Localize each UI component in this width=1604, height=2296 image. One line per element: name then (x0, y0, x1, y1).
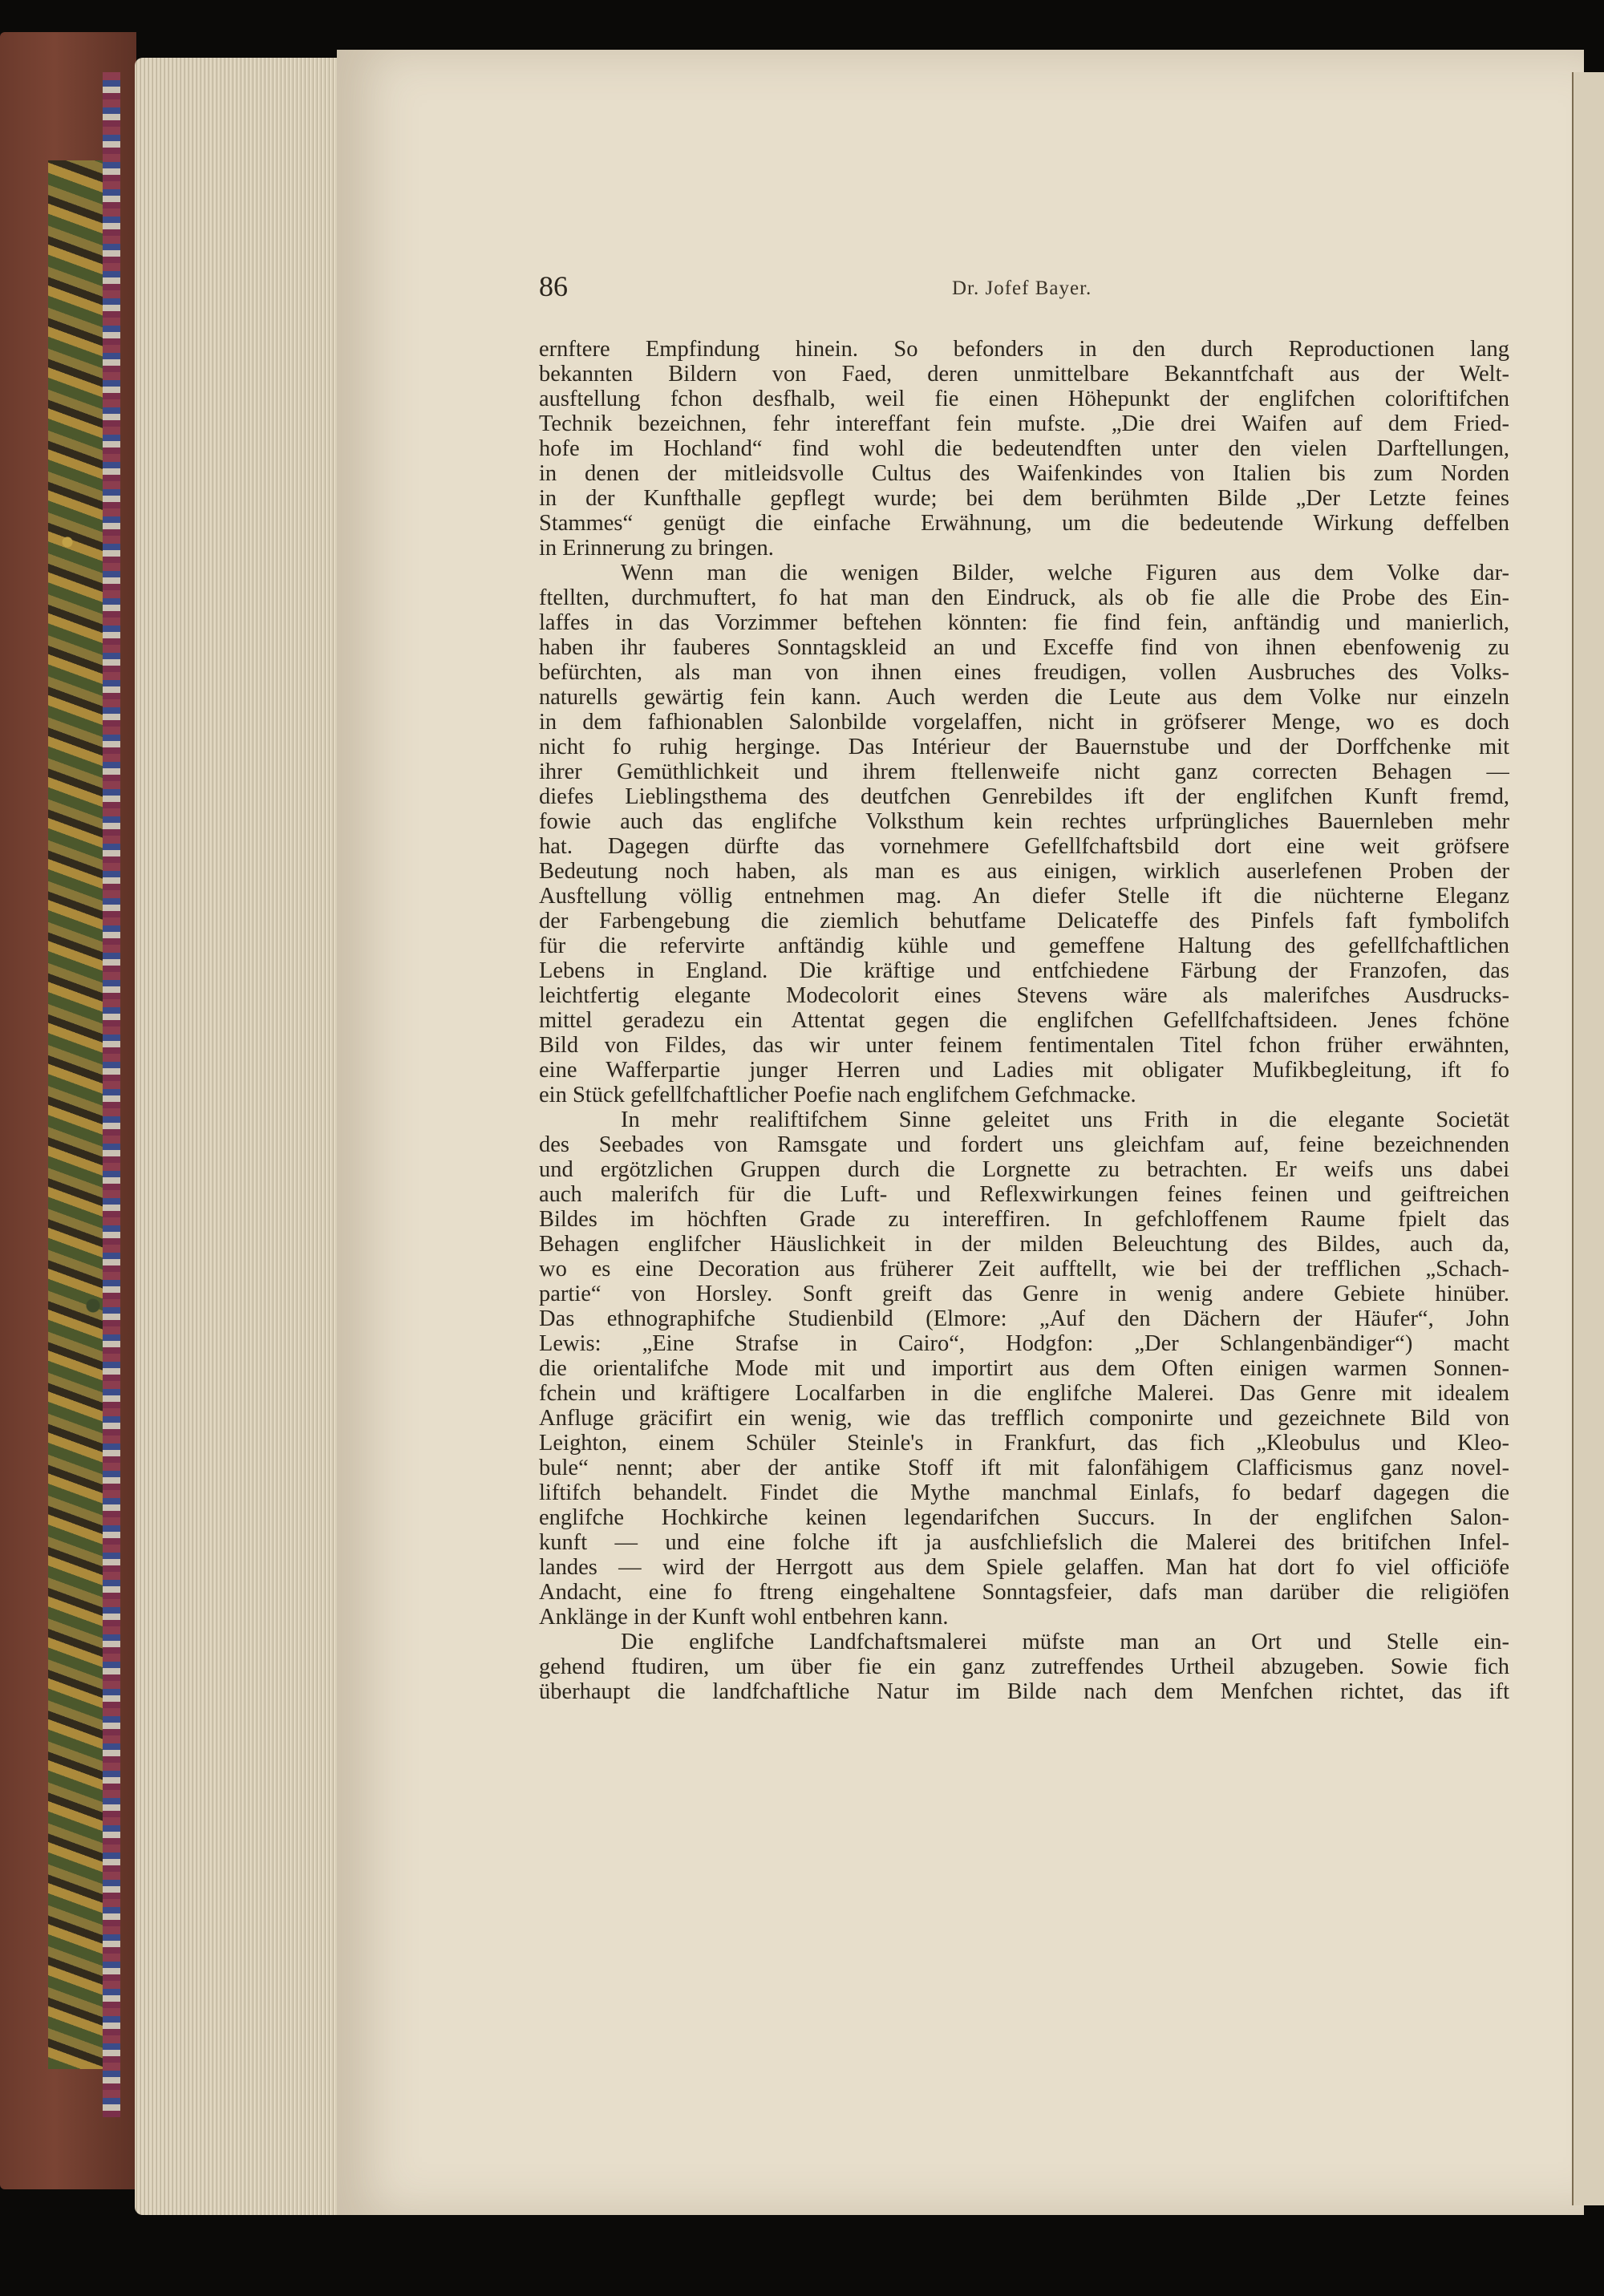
text-line: fchein und kräftigere Localfarben in die englifche Malerei. Das Genre mit idealem (539, 1381, 1509, 1406)
text-line: englifche Hochkirche keinen legendarifchen Succurs. In der englifchen Salon- (539, 1505, 1509, 1530)
text-line: laffes in das Vorzimmer beftehen könnten: fie find fein, anftändig und manierlich, (539, 610, 1509, 635)
text-line: auch malerifch für die Luft- und Reflexwirkungen feines feinen und geiftreichen (539, 1182, 1509, 1207)
text-line: ernftere Empfindung hinein. So befonders in den durch Reproductionen lang (539, 337, 1509, 362)
text-line: Die englifche Landfchaftsmalerei müfste man an Ort und Stelle ein- (621, 1630, 1509, 1654)
text-line: überhaupt die landfchaftliche Natur im Bilde nach dem Menfchen richtet, das ift (539, 1679, 1509, 1704)
text-line: Andacht, eine fo ftreng eingehaltene Sonntagsfeier, dafs man darüber die religiöfen (539, 1580, 1509, 1605)
page-stack (135, 58, 339, 2215)
text-line: landes — wird der Herrgott aus dem Spiele gelaffen. Man hat dort fo viel officiöfe (539, 1555, 1509, 1580)
text-line: liftifch behandelt. Findet die Mythe manchmal Einlafs, fo bedarf dagegen die (539, 1480, 1509, 1505)
text-line: ftellten, durchmuftert, fo hat man den Eindruck, als ob fie alle die Probe des Ein- (539, 585, 1509, 610)
body-text (539, 337, 1509, 1704)
text-line: der Farbengebung die ziemlich behutfame Delicateffe des Pinfels faft fymbolifch (539, 909, 1509, 933)
text-line: des Seebades von Ramsgate und fordert uns gleichfam auf, feine bezeichnenden (539, 1132, 1509, 1157)
facing-page-edge (1572, 72, 1604, 2205)
text-line: gehend ftudiren, um über fie ein ganz zutreffendes Urtheil abzugeben. Sowie fich (539, 1654, 1509, 1679)
text-line: ihrer Gemüthlichkeit und ihrem ftellenweife nicht ganz correcten Behagen — (539, 759, 1509, 784)
text-line: Bild von Fildes, das wir unter feinem fentimentalen Titel fchon früher erwähnten, (539, 1033, 1509, 1058)
text-line: Lewis: „Eine Strafse in Cairo“, Hodgfon: „Der Schlangenbändiger“) macht (539, 1331, 1509, 1356)
text-line: befürchten, als man von ihnen eines freudigen, vollen Ausbruches des Volks- (539, 660, 1509, 685)
text-line: kunft — und eine folche ift ja ausfchliefslich die Malerei des britifchen Infel- (539, 1530, 1509, 1555)
text-line: in der Kunfthalle gepflegt wurde; bei dem berühmten Bilde „Der Letzte feines (539, 486, 1509, 511)
text-line: leichtfertig elegante Modecolorit eines Stevens wäre als malerifches Ausdrucks- (539, 983, 1509, 1008)
text-line: Lebens in England. Die kräftige und entfchiedene Färbung der Franzofen, das (539, 958, 1509, 983)
text-line: Bedeutung noch haben, als man es aus einigen, wirklich auserlefenen Proben der (539, 859, 1509, 884)
text-line: ausftellung fchon desfhalb, weil fie einen Höhepunkt der englifchen coloriftifchen (539, 387, 1509, 411)
text-line: hofe im Hochland“ find wohl die bedeutendften unter den vielen Darftellungen, (539, 436, 1509, 461)
text-line: in dem fafhionablen Salonbilde vorgelaffen, nicht in gröfserer Menge, wo es doch (539, 710, 1509, 735)
text-line: ein Stück gefellfchaftlicher Poefie nach englifchem Gefchmacke. (539, 1083, 1136, 1108)
text-line: Anfluge gräcifirt ein wenig, wie das trefflich componirte und gezeichnete Bild von (539, 1406, 1509, 1431)
text-line: wo es eine Decoration aus früherer Zeit aufftellt, wie bei der trefflichen „Schach- (539, 1257, 1509, 1282)
text-line: Anklänge in der Kunft wohl entbehren kann. (539, 1605, 949, 1630)
text-line: partie“ von Horsley. Sonft greift das Genre in wenig andere Gebiete hinüber. (539, 1282, 1509, 1306)
text-line: Behagen englifcher Häuslichkeit in der milden Beleuchtung des Bildes, auch da, (539, 1232, 1509, 1257)
text-line: Technik bezeichnen, fehr intereffant fein mufste. „Die drei Waifen auf dem Fried- (539, 411, 1509, 436)
text-line: nicht fo ruhig herginge. Das Intérieur der Bauernstube und der Dorffchenke mit (539, 735, 1509, 759)
text-line: Stammes“ genügt die einfache Erwähnung, um die bedeutende Wirkung deffelben (539, 511, 1509, 536)
text-line: Ausftellung völlig entnehmen mag. An diefer Stelle ift die nüchterne Eleganz (539, 884, 1509, 909)
text-line: haben ihr fauberes Sonntagskleid an und Exceffe find von ihnen ebenfowenig zu (539, 635, 1509, 660)
text-line: bule“ nennt; aber der antike Stoff ift mit falonfähigem Clafficismus ganz novel- (539, 1456, 1509, 1480)
text-line: die orientalifche Mode mit und importirt aus dem Often einigen warmen Sonnen- (539, 1356, 1509, 1381)
text-line: diefes Lieblingsthema des deutfchen Genrebildes ift der englifchen Kunft fremd, (539, 784, 1509, 809)
running-head: Dr. Jofef Bayer. (952, 277, 1092, 299)
text-line: bekannten Bildern von Faed, deren unmittelbare Bekanntfchaft aus der Welt- (539, 362, 1509, 387)
text-line: Das ethnographifche Studienbild (Elmore: „Auf den Dächern der Häufer“, John (539, 1306, 1509, 1331)
text-line: Wenn man die wenigen Bilder, welche Figuren aus dem Volke dar- (621, 561, 1509, 585)
text-line: Bildes im höchften Grade zu intereffiren. In gefchloffenem Raume fpielt das (539, 1207, 1509, 1232)
text-line: und ergötzlichen Gruppen durch die Lorgnette zu betrachten. Er weifs uns dabei (539, 1157, 1509, 1182)
text-line: eine Wafferpartie junger Herren und Ladies mit obligater Mufikbegleitung, ift fo (539, 1058, 1509, 1083)
marbled-edge (103, 72, 120, 2117)
text-line: fowie auch das englifche Volksthum kein rechtes urfprüngliches Bauernleben mehr (539, 809, 1509, 834)
text-line: mittel geradezu ein Attentat gegen die englifchen Gefellfchaftsideen. Jenes fchöne (539, 1008, 1509, 1033)
text-line: für die refervirte anftändig kühle und gemeffene Haltung des gefellfchaftlichen (539, 933, 1509, 958)
text-line: hat. Dagegen dürfte das vornehmere Gefellfchaftsbild dort eine weit gröfsere (539, 834, 1509, 859)
page-number: 86 (539, 270, 568, 302)
text-line: Leighton, einem Schüler Steinle's in Frankfurt, das fich „Kleobulus und Kleo- (539, 1431, 1509, 1456)
page-header (539, 269, 1501, 310)
text-line: In mehr realiftifchem Sinne geleitet uns Frith in die elegante Societät (621, 1108, 1509, 1132)
text-line: naturells gewärtig fein kann. Auch werden die Leute aus dem Volke nur einzeln (539, 685, 1509, 710)
text-line: in Erinnerung zu bringen. (539, 536, 774, 561)
text-line: in denen der mitleidsvolle Cultus des Waifenkindes von Italien bis zum Norden (539, 461, 1509, 486)
